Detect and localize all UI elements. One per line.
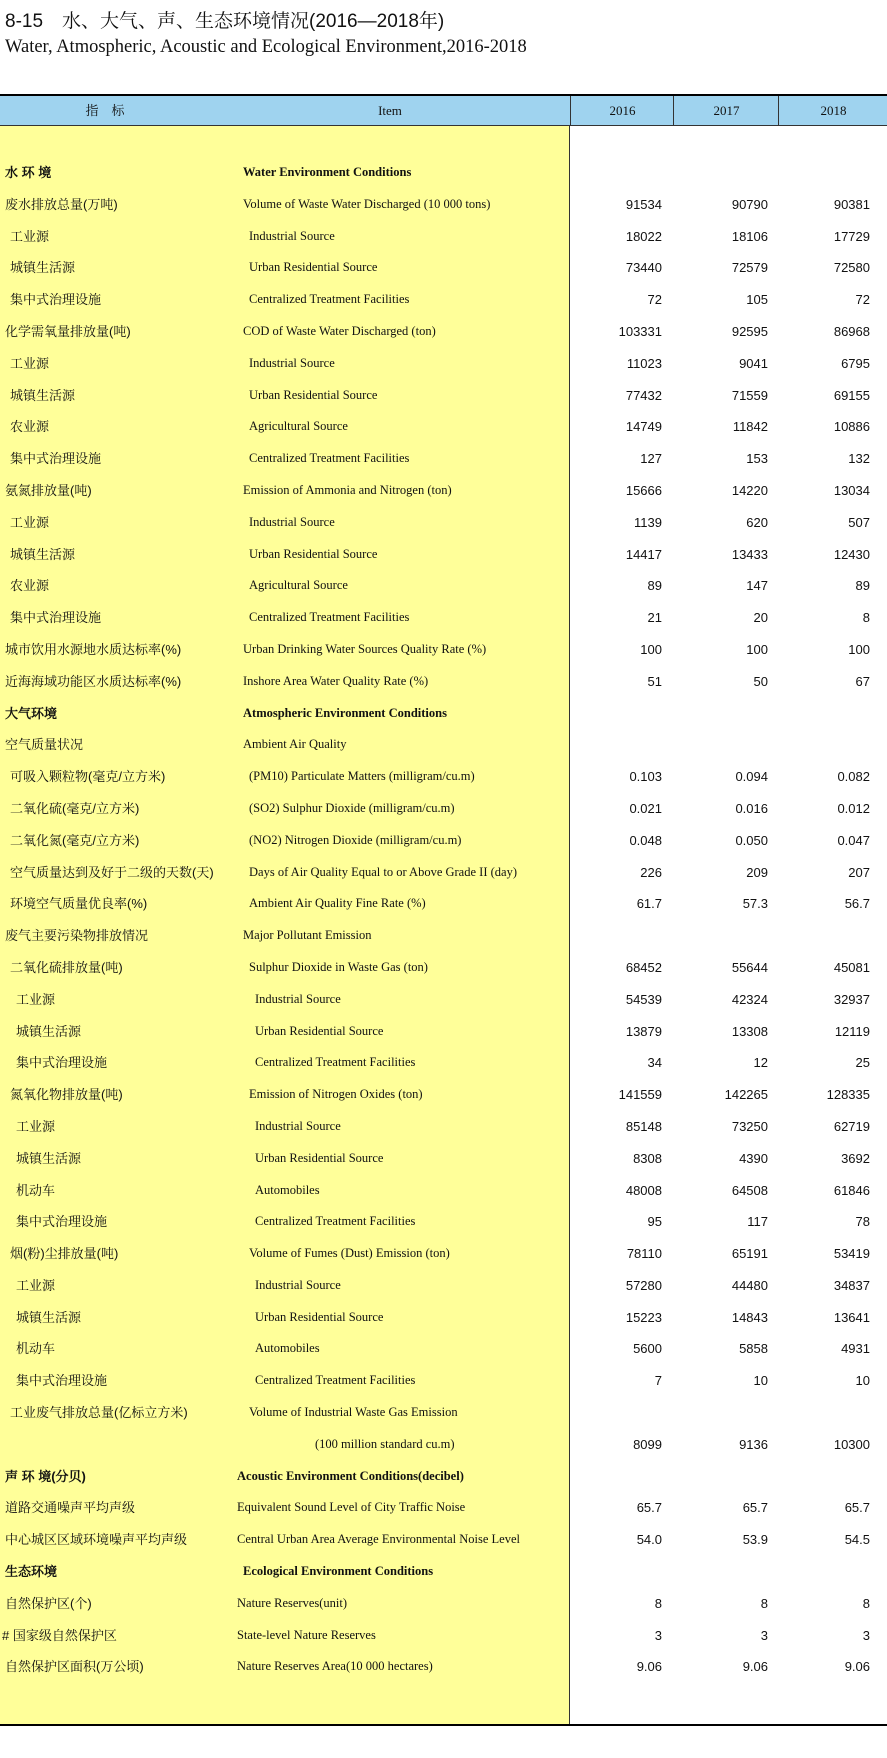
cell-2016: 65.7	[636, 1500, 662, 1516]
row-label-en: Urban Residential Source	[249, 260, 378, 275]
table-row	[0, 1365, 887, 1397]
cell-2018: 12119	[834, 1023, 870, 1039]
row-label-zh: 工业源	[10, 228, 50, 244]
cell-2017: 147	[746, 578, 768, 594]
table-row	[0, 1651, 887, 1683]
table-row	[0, 602, 887, 634]
cell-2018: 8	[862, 610, 870, 626]
row-label-en: Emission of Ammonia and Nitrogen (ton)	[243, 482, 452, 497]
table-row	[0, 348, 887, 380]
table-row	[0, 1524, 887, 1556]
cell-2016: 15666	[625, 482, 662, 498]
row-label-en: (NO2) Nitrogen Dioxide (milligram/cu.m)	[249, 832, 462, 847]
cell-2016: 18022	[625, 228, 662, 244]
row-label-zh: 城镇生活源	[16, 1309, 82, 1325]
cell-2016: 68452	[625, 959, 662, 975]
cell-2018: 86968	[833, 323, 870, 339]
cell-2016: 57280	[625, 1277, 662, 1293]
row-label-en: Industrial Source	[249, 514, 335, 529]
cell-2017: 9.06	[742, 1659, 768, 1675]
cell-2018: 62719	[833, 1118, 870, 1134]
table-row	[0, 634, 887, 666]
table-row	[0, 698, 887, 730]
cell-2018: 10886	[833, 419, 870, 435]
cell-2018: 56.7	[844, 896, 870, 912]
table-row	[0, 316, 887, 348]
cell-2016: 0.048	[629, 832, 662, 848]
row-label-zh: 集中式治理设施	[10, 451, 102, 467]
row-label-en: Urban Residential Source	[255, 1150, 384, 1165]
table-header	[0, 96, 887, 126]
header-year-2018: 2018	[778, 96, 887, 125]
cell-2018: 8	[862, 1595, 870, 1611]
row-label-en: Urban Residential Source	[255, 1023, 384, 1038]
row-label-en: State-level Nature Reserves	[237, 1627, 376, 1642]
table-row	[0, 1270, 887, 1302]
row-label-en: Industrial Source	[255, 1118, 341, 1133]
cell-2018: 34837	[833, 1277, 870, 1293]
row-label-en: Urban Residential Source	[255, 1309, 384, 1324]
row-label-en: (100 million standard cu.m)	[315, 1436, 455, 1451]
cell-2018: 507	[848, 514, 870, 530]
row-label-en: Nature Reserves Area(10 000 hectares)	[237, 1659, 433, 1674]
cell-2017: 13308	[731, 1023, 768, 1039]
row-label-zh: 二氧化硫(毫克/立方米)	[10, 800, 140, 816]
row-label-zh: 农业源	[10, 578, 50, 594]
cell-2017: 117	[747, 1214, 768, 1230]
row-label-zh: 空气质量状况	[5, 737, 84, 753]
cell-2017: 20	[753, 610, 768, 626]
cell-2018: 0.012	[837, 800, 870, 816]
cell-2018: 54.5	[844, 1532, 870, 1548]
cell-2016: 0.103	[629, 769, 662, 785]
cell-2017: 4390	[739, 1150, 768, 1166]
row-label-en: Urban Residential Source	[249, 387, 378, 402]
cell-2018: 6795	[841, 355, 870, 371]
cell-2017: 5858	[739, 1341, 768, 1357]
cell-2018: 4931	[841, 1341, 870, 1357]
row-label-zh: 近海海域功能区水质达标率(%)	[5, 673, 182, 689]
table-row	[0, 888, 887, 920]
row-label-zh: 水 环 境	[5, 165, 52, 180]
table-row	[0, 507, 887, 539]
table-row	[0, 189, 887, 221]
cell-2018: 65.7	[844, 1500, 870, 1516]
cell-2017: 55644	[731, 959, 768, 975]
cell-2018: 13034	[833, 482, 870, 498]
row-label-en: Volume of Fumes (Dust) Emission (ton)	[249, 1246, 450, 1261]
table-row	[0, 1429, 887, 1461]
cell-2016: 100	[640, 641, 662, 657]
cell-2017: 0.016	[735, 800, 768, 816]
row-label-zh: 城镇生活源	[10, 260, 76, 276]
cell-2016: 15223	[625, 1309, 662, 1325]
row-label-zh: 集中式治理设施	[10, 610, 102, 626]
cell-2016: 73440	[625, 260, 662, 276]
row-label-en: Equivalent Sound Level of City Traffic Noise	[237, 1500, 466, 1515]
table-row	[0, 411, 887, 443]
cell-2016: 14749	[625, 419, 662, 435]
cell-2016: 72	[647, 292, 662, 308]
row-label-zh: 集中式治理设施	[10, 292, 102, 308]
row-label-zh: 工业源	[16, 991, 56, 1007]
row-label-en: Volume of Industrial Waste Gas Emission	[249, 1405, 458, 1420]
cell-2016: 21	[647, 610, 662, 626]
cell-2016: 51	[647, 673, 662, 689]
row-label-en: Industrial Source	[255, 991, 341, 1006]
cell-2017: 53.9	[742, 1532, 768, 1548]
table-row	[0, 1206, 887, 1238]
page-title-en: Water, Atmospheric, Acoustic and Ecological Environment,2016-2018	[5, 37, 527, 57]
row-label-en: Atmospheric Environment Conditions	[243, 705, 447, 720]
cell-2017: 9136	[739, 1436, 768, 1452]
cell-2016: 8099	[633, 1436, 662, 1452]
page-title-cn: 8-15 水、大气、声、生态环境情况(2016—2018年)	[5, 11, 445, 32]
row-label-zh: 大气环境	[5, 705, 58, 721]
table-row	[0, 1143, 887, 1175]
table-row	[0, 1461, 887, 1493]
cell-2016: 95	[647, 1214, 662, 1230]
row-label-en: Central Urban Area Average Environmental Noise Level	[237, 1532, 520, 1547]
header-item-en: Item	[378, 103, 402, 118]
row-label-zh: 机动车	[16, 1182, 56, 1198]
cell-2016: 78110	[626, 1246, 662, 1262]
cell-2017: 92595	[731, 323, 768, 339]
table-row	[0, 1238, 887, 1270]
cell-2017: 73250	[731, 1118, 768, 1134]
cell-2017: 0.050	[735, 832, 768, 848]
table-row	[0, 1492, 887, 1524]
bottom-rule	[0, 1724, 887, 1726]
cell-2018: 32937	[833, 991, 870, 1007]
row-label-zh: 集中式治理设施	[16, 1214, 108, 1230]
row-label-en: Agricultural Source	[249, 578, 348, 593]
cell-2016: 226	[640, 864, 662, 880]
cell-2017: 57.3	[742, 896, 768, 912]
cell-2017: 50	[753, 673, 768, 689]
cell-2018: 90381	[833, 196, 870, 212]
row-label-zh: 工业源	[16, 1277, 56, 1293]
table-row	[0, 1079, 887, 1111]
row-label-zh: 城镇生活源	[10, 387, 76, 403]
row-label-zh: 城镇生活源	[16, 1023, 82, 1039]
cell-2018: 100	[848, 641, 870, 657]
table-row	[0, 284, 887, 316]
row-label-en: Ecological Environment Conditions	[243, 1564, 434, 1579]
table-row	[0, 761, 887, 793]
cell-2016: 9.06	[636, 1659, 662, 1675]
header-year-2016: 2016	[570, 96, 674, 125]
cell-2018: 45081	[833, 959, 870, 975]
row-label-en: Urban Drinking Water Sources Quality Rate (%)	[243, 641, 487, 656]
row-label-en: Inshore Area Water Quality Rate (%)	[243, 673, 429, 688]
row-label-en: Centralized Treatment Facilities	[249, 292, 410, 307]
cell-2018: 67	[855, 673, 870, 689]
row-label-en: Emission of Nitrogen Oxides (ton)	[249, 1087, 423, 1102]
cell-2017: 8	[760, 1595, 768, 1611]
table-row	[0, 1556, 887, 1588]
row-label-zh: 农业源	[10, 419, 50, 435]
row-label-en: Centralized Treatment Facilities	[249, 451, 410, 466]
row-label-zh: 可吸入颗粒物(毫克/立方米)	[10, 769, 166, 785]
row-label-en: Industrial Source	[249, 355, 335, 370]
cell-2016: 141559	[618, 1087, 662, 1103]
row-label-zh: 集中式治理设施	[16, 1373, 108, 1389]
cell-2017: 105	[746, 292, 768, 308]
cell-2016: 85148	[625, 1118, 662, 1134]
row-label-zh: 机动车	[16, 1341, 56, 1357]
row-label-zh: 工业源	[10, 514, 50, 530]
cell-2018: 25	[855, 1055, 870, 1071]
row-label-en: Industrial Source	[249, 228, 335, 243]
row-label-en: (PM10) Particulate Matters (milligram/cu.m)	[249, 769, 475, 784]
table-row	[0, 1111, 887, 1143]
row-label-en: Agricultural Source	[249, 419, 348, 434]
cell-2018: 128335	[826, 1087, 870, 1103]
cell-2018: 12430	[833, 546, 870, 562]
cell-2017: 42324	[731, 991, 768, 1007]
cell-2017: 14843	[731, 1309, 768, 1325]
cell-2017: 13433	[731, 546, 768, 562]
table-row	[0, 1175, 887, 1207]
cell-2018: 132	[848, 451, 870, 467]
table-row	[0, 952, 887, 984]
cell-2017: 9041	[739, 355, 768, 371]
cell-2017: 12	[753, 1055, 768, 1071]
row-label-zh: 生态环境	[5, 1564, 58, 1580]
cell-2016: 54539	[625, 991, 662, 1007]
cell-2018: 207	[848, 864, 870, 880]
cell-2017: 90790	[731, 196, 768, 212]
row-label-zh: 声 环 境(分贝)	[5, 1468, 86, 1484]
row-label-en: Automobiles	[255, 1341, 320, 1356]
cell-2018: 3	[862, 1627, 870, 1643]
cell-2016: 77432	[625, 387, 662, 403]
cell-2017: 65191	[731, 1246, 768, 1262]
cell-2018: 89	[855, 578, 870, 594]
cell-2016: 14417	[625, 546, 662, 562]
table-row	[0, 539, 887, 571]
row-label-zh: 工业废气排放总量(亿标立方米)	[10, 1405, 188, 1421]
cell-2018: 10	[855, 1373, 870, 1389]
table-row	[0, 221, 887, 253]
cell-2018: 9.06	[844, 1659, 870, 1675]
row-label-en: Ambient Air Quality	[243, 737, 347, 752]
cell-2017: 209	[746, 864, 768, 880]
cell-2016: 91534	[625, 196, 662, 212]
cell-2018: 10300	[833, 1436, 870, 1452]
row-label-zh: 集中式治理设施	[16, 1055, 108, 1071]
cell-2017: 11842	[732, 419, 768, 435]
row-label-en: Volume of Waste Water Discharged (10 000 tons)	[243, 196, 491, 211]
row-label-en: Days of Air Quality Equal to or Above Grade II (day)	[249, 864, 517, 879]
row-label-zh: # 国家级自然保护区	[2, 1627, 117, 1643]
table-row	[0, 984, 887, 1016]
table-row	[0, 1620, 887, 1652]
row-label-zh: 空气质量达到及好于二级的天数(天)	[10, 864, 214, 880]
table-row	[0, 1333, 887, 1365]
cell-2016: 54.0	[636, 1532, 662, 1548]
row-label-zh: 废气主要污染物排放情况	[5, 928, 149, 944]
cell-2016: 103331	[618, 323, 662, 339]
row-label-zh: 工业源	[16, 1118, 56, 1134]
row-label-zh: 二氧化硫排放量(吨)	[10, 959, 123, 975]
cell-2018: 0.082	[837, 769, 870, 785]
row-label-zh: 氨氮排放量(吨)	[5, 482, 92, 498]
cell-2017: 10	[753, 1373, 768, 1389]
cell-2018: 61846	[833, 1182, 870, 1198]
cell-2017: 72579	[731, 260, 768, 276]
table-row	[0, 252, 887, 284]
cell-2017: 0.094	[735, 769, 768, 785]
row-label-en: Centralized Treatment Facilities	[249, 610, 410, 625]
cell-2016: 13879	[625, 1023, 662, 1039]
cell-2016: 61.7	[636, 896, 662, 912]
table-row	[0, 666, 887, 698]
table-row	[0, 570, 887, 602]
cell-2016: 7	[654, 1373, 662, 1389]
row-label-en: Sulphur Dioxide in Waste Gas (ton)	[249, 959, 428, 974]
table-row	[0, 380, 887, 412]
cell-2017: 153	[746, 451, 768, 467]
row-label-en: Ambient Air Quality Fine Rate (%)	[249, 896, 426, 911]
row-label-zh: 烟(粉)尘排放量(吨)	[10, 1246, 119, 1262]
cell-2017: 71559	[731, 387, 768, 403]
row-label-en: Nature Reserves(unit)	[237, 1595, 348, 1610]
row-label-en: COD of Waste Water Discharged (ton)	[243, 323, 436, 338]
row-label-zh: 自然保护区(个)	[5, 1595, 92, 1611]
row-label-zh: 自然保护区面积(万公顷)	[5, 1659, 144, 1675]
cell-2018: 53419	[833, 1246, 870, 1262]
cell-2018: 72580	[833, 260, 870, 276]
cell-2017: 100	[746, 641, 768, 657]
cell-2016: 1139	[634, 514, 662, 530]
cell-2017: 142265	[724, 1087, 768, 1103]
row-label-en: (SO2) Sulphur Dioxide (milligram/cu.m)	[249, 800, 455, 815]
row-label-zh: 城镇生活源	[10, 546, 76, 562]
cell-2018: 13641	[833, 1309, 870, 1325]
row-label-en: Major Pollutant Emission	[243, 928, 372, 943]
cell-2016: 127	[640, 451, 662, 467]
header-indicator-zh: 指 标	[85, 103, 125, 118]
row-label-zh: 氮氧化物排放量(吨)	[10, 1087, 123, 1103]
table-row	[0, 793, 887, 825]
row-label-zh: 化学需氧量排放量(吨)	[5, 323, 131, 339]
cell-2018: 0.047	[837, 832, 870, 848]
table-row	[0, 157, 887, 189]
table-row	[0, 1016, 887, 1048]
table-row	[0, 443, 887, 475]
table-row	[0, 729, 887, 761]
cell-2016: 89	[647, 578, 662, 594]
row-label-en: Centralized Treatment Facilities	[255, 1055, 416, 1070]
row-label-zh: 道路交通噪声平均声级	[5, 1500, 136, 1516]
row-label-en: Water Environment Conditions	[243, 165, 412, 179]
cell-2018: 78	[855, 1214, 870, 1230]
row-label-en: Acoustic Environment Conditions(decibel)	[237, 1468, 464, 1483]
row-label-zh: 二氧化氮(毫克/立方米)	[10, 832, 140, 848]
row-label-en: Industrial Source	[255, 1277, 341, 1292]
table-row	[0, 475, 887, 507]
row-label-zh: 工业源	[10, 355, 50, 371]
row-label-en: Automobiles	[255, 1182, 320, 1197]
table-row	[0, 857, 887, 889]
cell-2018: 17729	[833, 228, 870, 244]
cell-2016: 48008	[625, 1182, 662, 1198]
cell-2018: 69155	[833, 387, 870, 403]
cell-2017: 620	[746, 514, 768, 530]
cell-2017: 3	[760, 1627, 768, 1643]
cell-2016: 34	[647, 1055, 662, 1071]
row-label-zh: 废水排放总量(万吨)	[5, 196, 118, 212]
row-label-zh: 城市饮用水源地水质达标率(%)	[5, 641, 182, 657]
cell-2016: 8	[654, 1595, 662, 1611]
table-row	[0, 1047, 887, 1079]
cell-2016: 8308	[633, 1150, 662, 1166]
row-label-zh: 环境空气质量优良率(%)	[10, 896, 148, 912]
cell-2018: 3692	[841, 1150, 870, 1166]
cell-2016: 5600	[633, 1341, 662, 1357]
cell-2017: 65.7	[742, 1500, 768, 1516]
cell-2016: 11023	[626, 355, 662, 371]
table-row	[0, 825, 887, 857]
row-label-zh: 中心城区区域环境噪声平均声级	[5, 1532, 188, 1548]
row-label-en: Centralized Treatment Facilities	[255, 1214, 416, 1229]
cell-2016: 3	[654, 1627, 662, 1643]
cell-2017: 64508	[731, 1182, 768, 1198]
cell-2017: 14220	[731, 482, 768, 498]
row-label-en: Urban Residential Source	[249, 546, 378, 561]
cell-2017: 18106	[731, 228, 768, 244]
table-row	[0, 1397, 887, 1429]
table-body	[0, 157, 887, 1683]
row-label-en: Centralized Treatment Facilities	[255, 1373, 416, 1388]
cell-2017: 44480	[731, 1277, 768, 1293]
table-row	[0, 1302, 887, 1334]
cell-2018: 72	[855, 292, 870, 308]
table-row	[0, 920, 887, 952]
table-row	[0, 1588, 887, 1620]
row-label-zh: 城镇生活源	[16, 1150, 82, 1166]
header-year-2017: 2017	[673, 96, 779, 125]
cell-2016: 0.021	[629, 800, 662, 816]
